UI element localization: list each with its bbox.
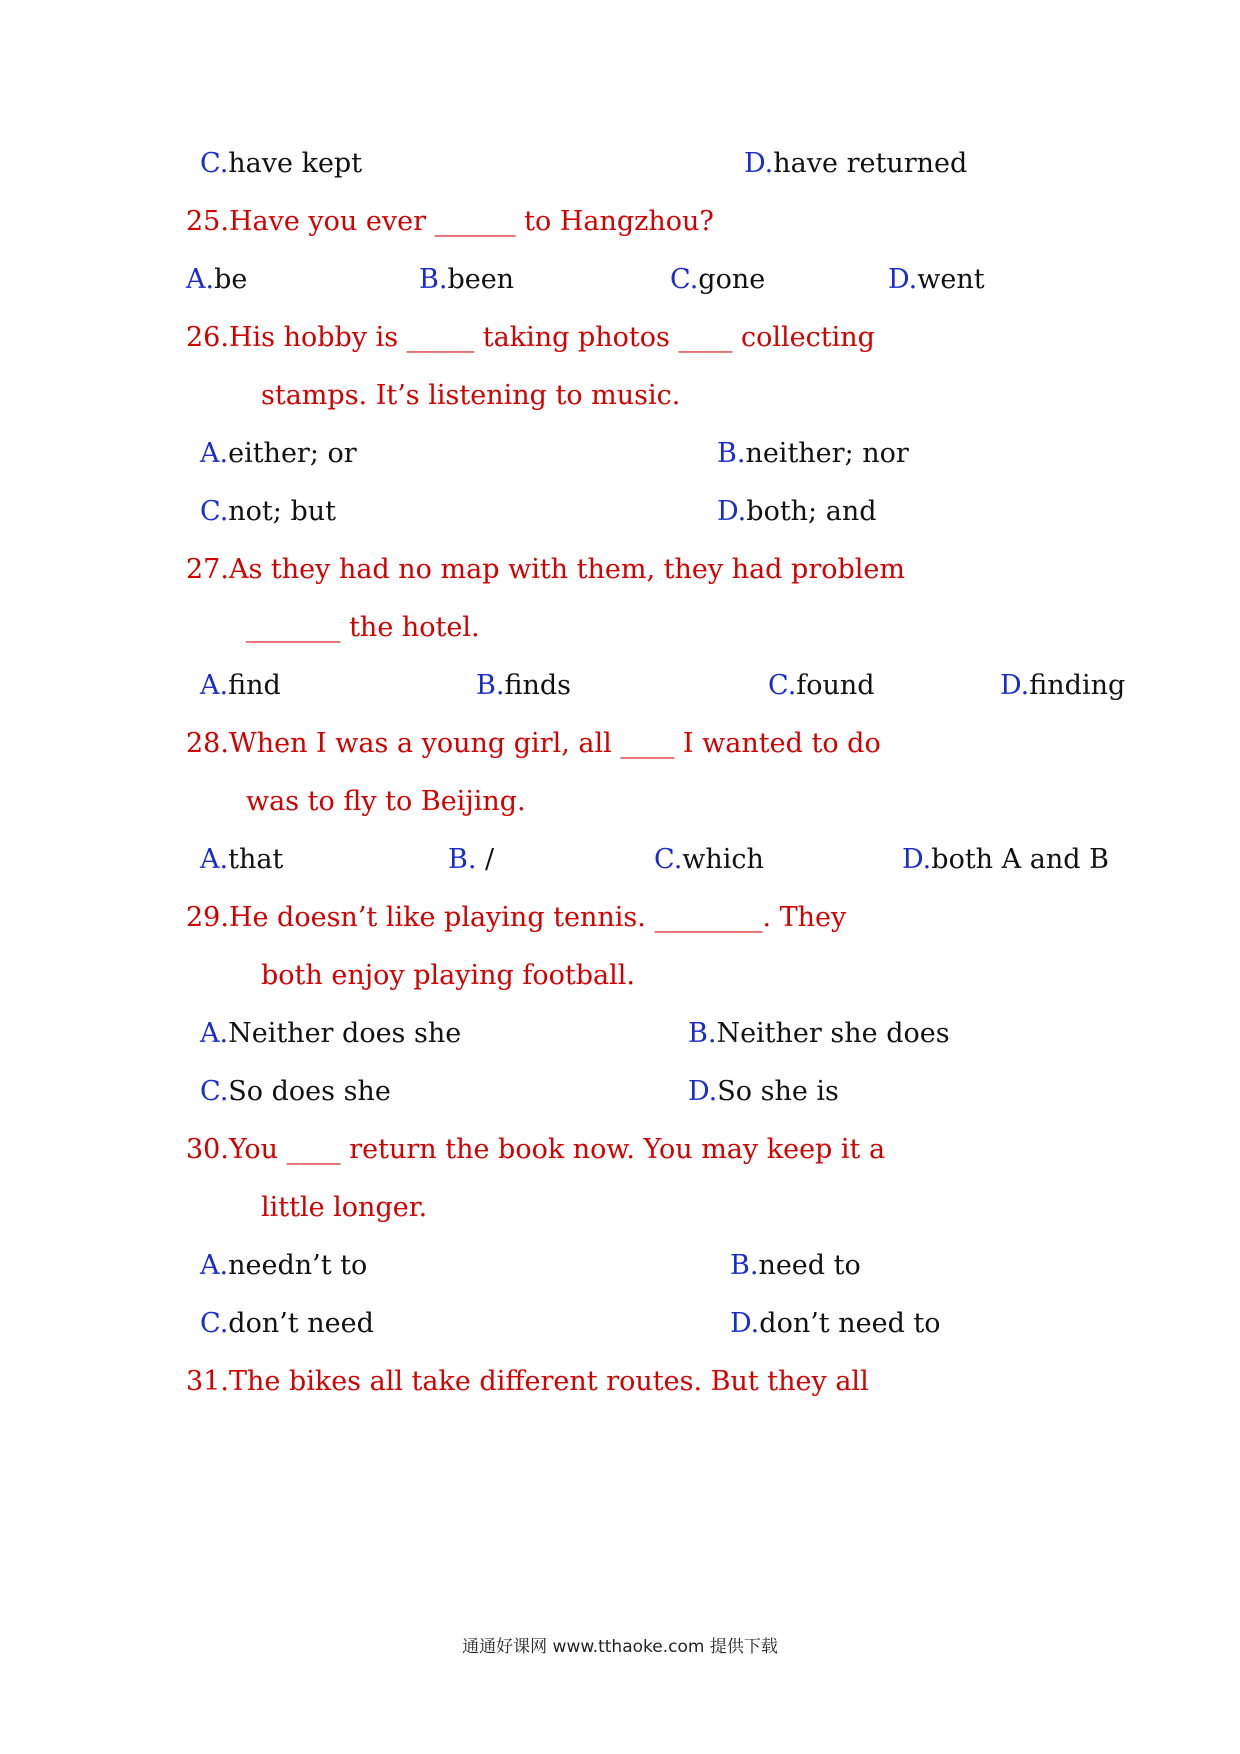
question-text-continued: both enjoy playing football. bbox=[261, 960, 635, 991]
question-text-continued: _______ the hotel. bbox=[246, 612, 480, 643]
question-number: 31. bbox=[186, 1366, 229, 1397]
option-a: A.that bbox=[200, 844, 284, 875]
option-c: C.So does she bbox=[200, 1076, 391, 1107]
page-footer: 通通好课网 www.tthaoke.com 提供下载 bbox=[462, 1637, 778, 1657]
option-c: C.gone bbox=[670, 264, 766, 295]
option-b: B.been bbox=[419, 264, 515, 295]
question-text-continued: little longer. bbox=[261, 1192, 428, 1223]
question-text: His hobby is _____ taking photos ____ collecting bbox=[228, 322, 875, 353]
option-d: D.finding bbox=[1000, 670, 1126, 701]
option-d: D.don’t need to bbox=[730, 1308, 941, 1339]
question-30 bbox=[186, 1132, 885, 1168]
question-text-continued: was to fly to Beijing. bbox=[246, 786, 526, 817]
question-26 bbox=[186, 320, 875, 356]
question-number: 29. bbox=[186, 902, 229, 933]
option-c: C.have kept bbox=[200, 148, 363, 179]
question-29-continued bbox=[186, 958, 635, 994]
question-text: Have you ever ______ to Hangzhou? bbox=[228, 206, 714, 237]
option-b: B.need to bbox=[730, 1250, 861, 1281]
question-number: 26. bbox=[186, 322, 229, 353]
question-text: As they had no map with them, they had problem bbox=[228, 554, 905, 585]
option-c: C.which bbox=[654, 844, 764, 875]
option-a: A.either; or bbox=[200, 438, 357, 469]
question-text: He doesn’t like playing tennis. ________. They bbox=[228, 902, 847, 933]
option-b: B. / bbox=[448, 844, 495, 875]
option-c: C.found bbox=[768, 670, 875, 701]
question-text: When I was a young girl, all ____ I wanted to do bbox=[228, 728, 881, 759]
question-text-continued: stamps. It’s listening to music. bbox=[261, 380, 681, 411]
question-number: 28. bbox=[186, 728, 229, 759]
option-b: B.neither; nor bbox=[717, 438, 909, 469]
question-26-continued bbox=[186, 378, 680, 414]
question-28 bbox=[186, 726, 881, 762]
option-a: A.needn’t to bbox=[200, 1250, 368, 1281]
question-29 bbox=[186, 900, 846, 936]
option-a: A.Neither does she bbox=[200, 1018, 462, 1049]
question-number: 30. bbox=[186, 1134, 229, 1165]
question-28-continued bbox=[186, 784, 526, 820]
option-a: A.be bbox=[186, 264, 248, 295]
option-d: D.both; and bbox=[717, 496, 877, 527]
option-d: D.have returned bbox=[744, 148, 968, 179]
option-d: D.went bbox=[888, 264, 985, 295]
question-text: You ____ return the book now. You may keep it a bbox=[228, 1134, 886, 1165]
option-d: D.So she is bbox=[688, 1076, 839, 1107]
option-c: C.not; but bbox=[200, 496, 336, 527]
question-number: 27. bbox=[186, 554, 229, 585]
option-a: A.find bbox=[200, 670, 281, 701]
question-27-continued bbox=[186, 610, 480, 646]
option-b: B.Neither she does bbox=[688, 1018, 950, 1049]
question-31 bbox=[186, 1364, 869, 1400]
question-number: 25. bbox=[186, 206, 229, 237]
question-25 bbox=[186, 204, 714, 240]
option-b: B.finds bbox=[476, 670, 571, 701]
question-30-continued bbox=[186, 1190, 427, 1226]
question-27 bbox=[186, 552, 905, 588]
option-d: D.both A and B bbox=[902, 844, 1109, 875]
option-c: C.don’t need bbox=[200, 1308, 374, 1339]
question-text: The bikes all take different routes. But they all bbox=[228, 1366, 869, 1397]
